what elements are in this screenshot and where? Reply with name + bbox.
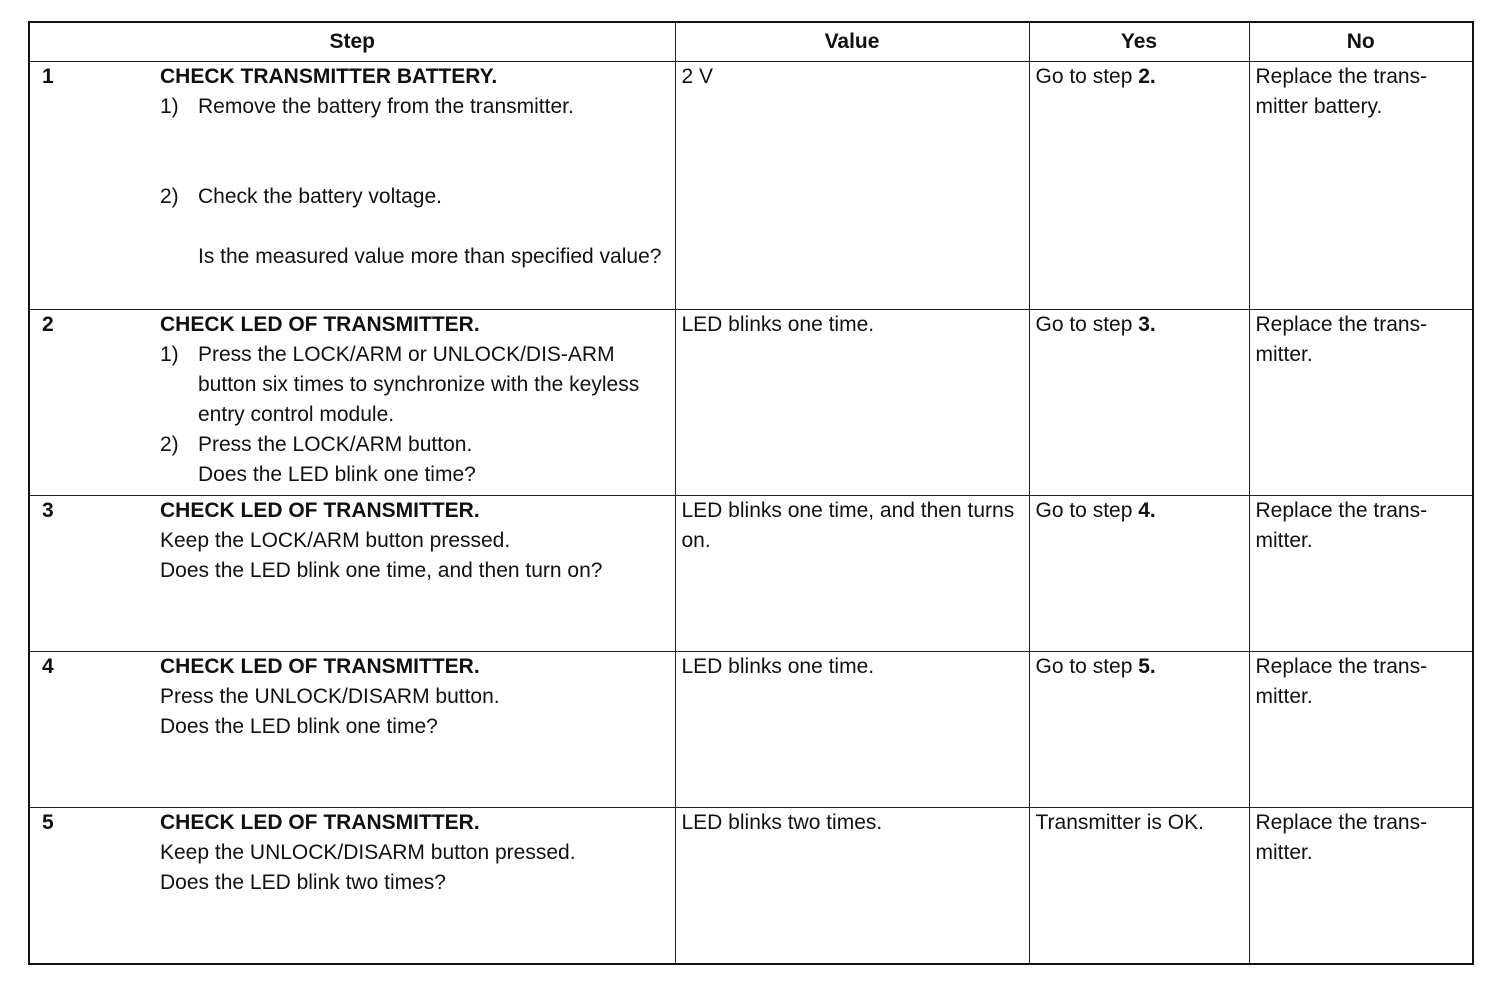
yes-cell xyxy=(1029,310,1249,496)
value-cell: LED blinks one time, and then turns on. xyxy=(675,496,1029,652)
yes-cell xyxy=(1029,496,1249,652)
yes-cell xyxy=(1029,62,1249,310)
yes-cell xyxy=(1029,652,1249,808)
step-title: CHECK LED OF TRANSMITTER. xyxy=(160,655,480,679)
troubleshooting-table xyxy=(28,21,1474,965)
yes-step-link: 3. xyxy=(1138,313,1156,337)
yes-text: Go to step xyxy=(1035,655,1133,679)
step-instruction: Press the UNLOCK/DISARM button. xyxy=(160,685,500,709)
step-instruction: Keep the LOCK/ARM button pressed. xyxy=(160,529,511,553)
value-cell: LED blinks one time. xyxy=(675,652,1029,808)
step-title: CHECK TRANSMITTER BATTERY. xyxy=(160,65,498,88)
substep-number: 1) xyxy=(160,343,179,367)
step-question: Does the LED blink one time? xyxy=(198,463,476,487)
table-row xyxy=(29,808,1473,964)
step-number: 4 xyxy=(42,655,54,679)
step-question: Does the LED blink one time? xyxy=(160,715,438,739)
substep-text: Press the LOCK/ARM button. xyxy=(198,433,473,457)
table-row xyxy=(29,310,1473,496)
step-question: Is the measured value more than specified value? xyxy=(198,245,662,268)
substep-text: Check the battery voltage. xyxy=(198,185,442,208)
step-number: 1 xyxy=(42,65,54,88)
substep-number: 1) xyxy=(160,95,179,118)
step-number: 2 xyxy=(42,313,54,337)
header-yes: Yes xyxy=(1029,22,1249,62)
step-question: Does the LED blink two times? xyxy=(160,871,446,895)
step-instruction: Keep the UNLOCK/DISARM button pressed. xyxy=(160,841,576,865)
table-row xyxy=(29,652,1473,808)
no-cell: Replace the trans-mitter. xyxy=(1249,808,1473,964)
step-cell xyxy=(29,310,675,496)
yes-step-link: 2. xyxy=(1138,65,1156,88)
yes-text: Go to step xyxy=(1035,499,1133,523)
value-cell: LED blinks two times. xyxy=(675,808,1029,964)
no-cell: Replace the trans-mitter. xyxy=(1249,310,1473,496)
step-cell xyxy=(29,808,675,964)
substep-number: 2) xyxy=(160,185,179,208)
substep-number: 2) xyxy=(160,433,179,457)
no-cell: Replace the trans-mitter. xyxy=(1249,496,1473,652)
yes-text: Go to step xyxy=(1035,65,1133,88)
substep-text: Press the LOCK/ARM or UNLOCK/DIS-ARM button six times to synchronize with the keyless entry control module. xyxy=(198,343,640,427)
step-number: 3 xyxy=(42,499,54,523)
step-cell xyxy=(29,496,675,652)
yes-step-link: 4. xyxy=(1138,499,1156,523)
no-cell: Replace the trans-mitter battery. xyxy=(1249,62,1473,310)
step-number: 5 xyxy=(42,811,54,835)
step-cell xyxy=(29,652,675,808)
step-title: CHECK LED OF TRANSMITTER. xyxy=(160,811,480,835)
table-row xyxy=(29,62,1473,310)
header-step: Step xyxy=(29,22,675,62)
step-title: CHECK LED OF TRANSMITTER. xyxy=(160,499,480,523)
yes-text: Go to step xyxy=(1035,313,1133,337)
header-no: No xyxy=(1249,22,1473,62)
no-cell: Replace the trans-mitter. xyxy=(1249,652,1473,808)
value-cell: 2 V xyxy=(675,62,1029,310)
step-cell xyxy=(29,62,675,310)
header-value: Value xyxy=(675,22,1029,62)
yes-cell: Transmitter is OK. xyxy=(1029,808,1249,964)
value-cell: LED blinks one time. xyxy=(675,310,1029,496)
header-row xyxy=(29,22,1473,62)
yes-step-link: 5. xyxy=(1138,655,1156,679)
table-row xyxy=(29,496,1473,652)
step-title: CHECK LED OF TRANSMITTER. xyxy=(160,313,480,337)
step-question: Does the LED blink one time, and then turn on? xyxy=(160,559,603,583)
substep-text: Remove the battery from the transmitter. xyxy=(198,95,574,118)
